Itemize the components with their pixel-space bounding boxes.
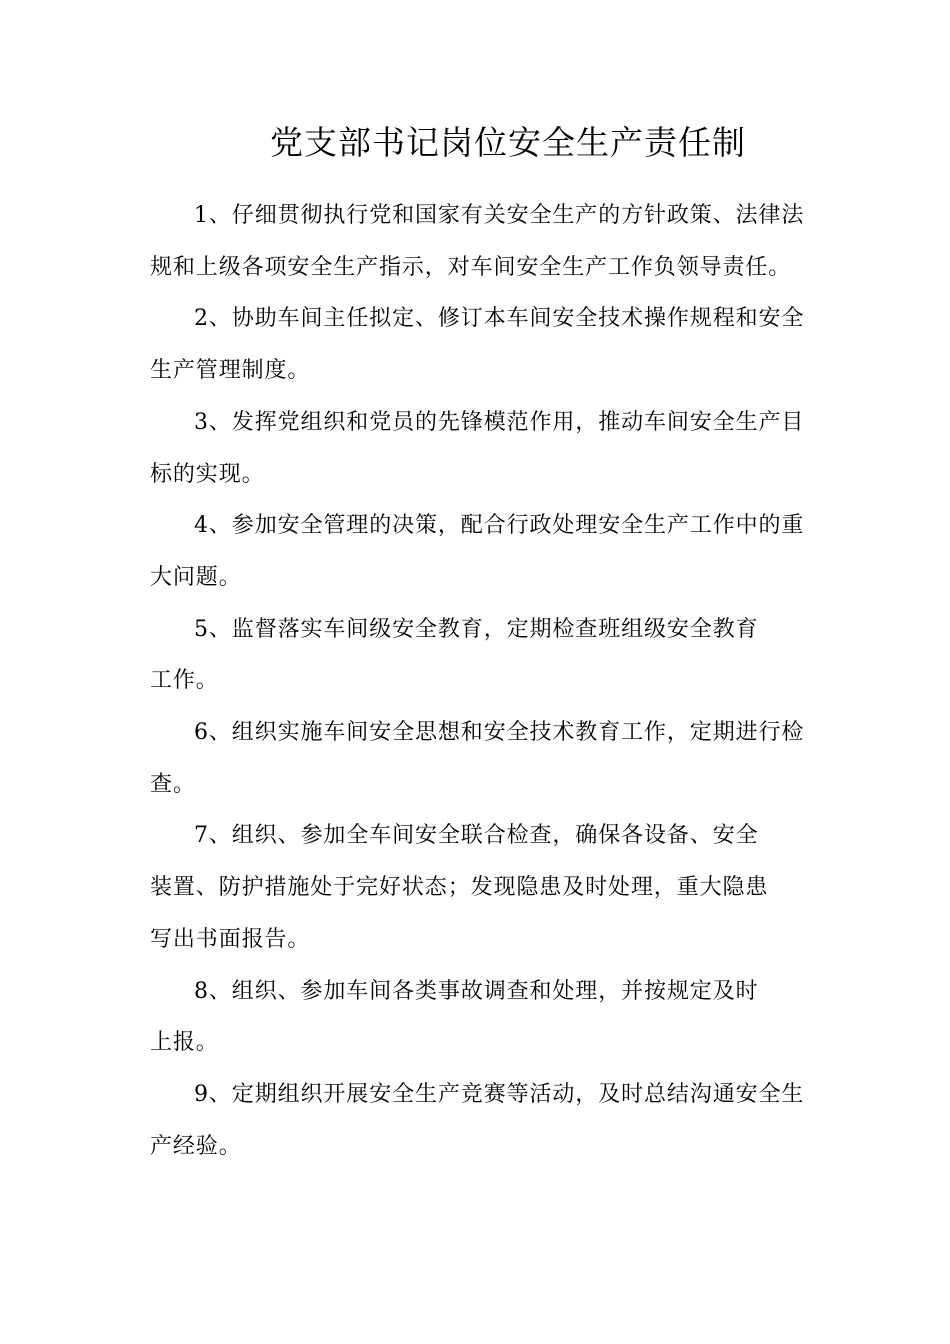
clause-1: 1、仔细贯彻执行党和国家有关安全生产的方针政策、法律法规和上级各项安全生产指示，对车间安全生产工作负领导责任。 [150,203,805,280]
clause-3: 3、发挥党组织和党员的先锋模范作用，推动车间安全生产目标的实现。 [150,409,805,487]
document-body [150,190,810,1172]
clause-4: 4、参加安全管理的决策，配合行政处理安全生产工作中的重大问题。 [150,513,805,590]
clause-8: 8、组织、参加车间各类事故调查和处理，并按规定及时上报。 [150,978,759,1056]
clause-9: 9、定期组织开展安全生产竞赛等活动，及时总结沟通安全生产经验。 [150,1081,805,1159]
clause-5: 5、监督落实车间级安全教育，定期检查班组级安全教育工作。 [150,616,759,694]
clause-2: 2、协助车间主任拟定、修订本车间安全技术操作规程和安全生产管理制度。 [150,306,805,384]
document-title: 党支部书记岗位安全生产责任制 [270,123,746,162]
clause-6: 6、组织实施车间安全思想和安全技术教育工作，定期进行检查。 [150,720,805,797]
clause-7: 7、组织、参加全车间安全联合检查，确保各设备、安全装置、防护措施处于完好状态；发现隐患及时处理，重大隐患写出书面报告。 [150,823,769,952]
